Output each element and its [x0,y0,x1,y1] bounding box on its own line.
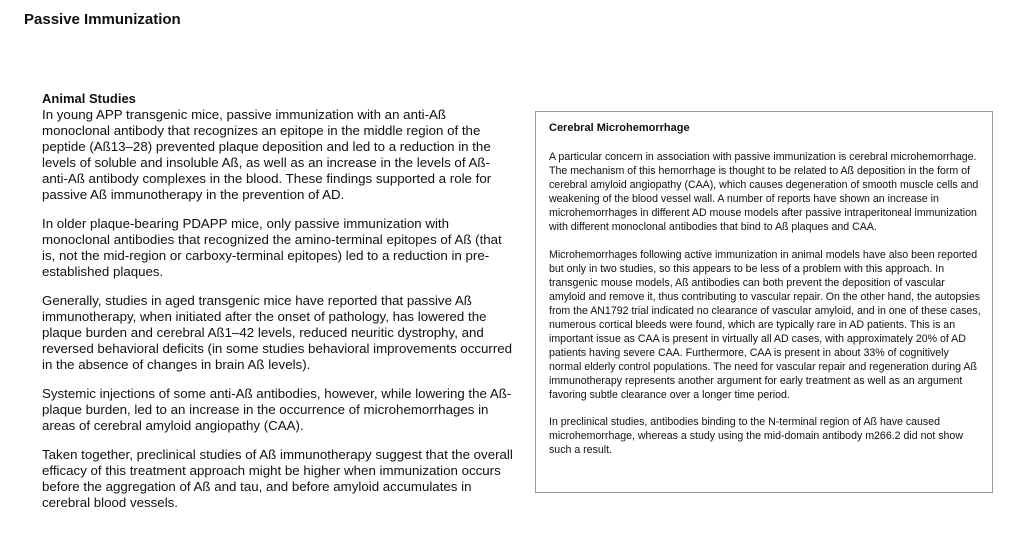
page-title: Passive Immunization [24,11,181,29]
sidebar-box-cerebral-microhemorrhage [535,111,993,493]
sidebar-paragraph: Microhemorrhages following active immunization in animal models have also been reported but only in two studies, so this appears to be less of a problem with this approach. In transgenic mouse models, Aß antibodies can both prevent the deposition of vascular amyloid and remove it, thus contributing to vascular repair. On the other hand, the autopsies from the AN1792 trial indicated no clearance of vascular amyloid, and in one of these cases, numerous cortical bleeds were found, which are typically rare in AD patients. This is an important issue as CAA is present in virtually all AD cases, with approximately 20% of AD patients having severe CAA. Furthermore, CAA is present in about 33% of cognitively normal elderly control populations. The need for vascular repair and regeneration during Aß immunotherapy represents another argument for early treatment as well as an argument favoring subtle clearance over a longer time period. [549,248,981,401]
sidebar-paragraph: In preclinical studies, antibodies binding to the N-terminal region of Aß have caused microhemorrhage, whereas a study using the mid-domain antibody m266.2 did not show such a result. [549,416,963,456]
body-paragraph: In older plaque-bearing PDAPP mice, only passive immunization with monoclonal antibodies that recognized the amino-terminal epitopes of Aß (that is, not the mid-region or carboxy-terminal epitopes) led to a reduction in pre-established plaques. [42,216,502,279]
body-paragraph: In young APP transgenic mice, passive immunization with an anti-Aß monoclonal antibody that recognizes an epitope in the middle region of the peptide (Aß13–28) prevented plaque deposition and led to a reduction in the levels of soluble and insoluble Aß, as well as an increase in the levels of Aß-anti-Aß antibody complexes in the blood. These findings supported a role for passive Aß immunotherapy in the prevention of AD. [42,107,492,202]
sidebar-paragraph: A particular concern in association with passive immunization is cerebral microhemorrhage. The mechanism of this hemorrhage is thought to be related to Aß deposition in the form of cerebral amyloid angiopathy (CAA), which causes degeneration of smooth muscle cells and weakening of the blood vessel wall. A number of reports have shown an increase in microhemorrhages in different AD mouse models after passive intraperitoneal immunization with different monoclonal antibodies that bind to Aß plaques and CAA. [549,151,979,233]
body-paragraph: Generally, studies in aged transgenic mice have reported that passive Aß immunotherapy, when initiated after the onset of pathology, has lowered the plaque burden and cerebral Aß1–42 levels, reduced neuritic dystrophy, and reversed behavioral deficits (in some studies behavioral improvements occurred in the absence of changes in brain Aß levels). [42,293,513,372]
section-heading-animal-studies: Animal Studies [42,90,136,106]
body-paragraph: Systemic injections of some anti-Aß antibodies, however, while lowering the Aß-plaque burden, led to an increase in the occurrence of microhemorrhages in areas of cerebral amyloid angiopathy (CAA). [42,386,512,433]
sidebar-title: Cerebral Microhemorrhage [549,122,690,134]
body-paragraph: Taken together, preclinical studies of Aß immunotherapy suggest that the overall efficacy of this treatment approach might be higher when immunization occurs before the aggregation of Aß and tau, and before amyloid accumulates in cerebral blood vessels. [42,447,513,510]
main-text-column [42,107,514,524]
